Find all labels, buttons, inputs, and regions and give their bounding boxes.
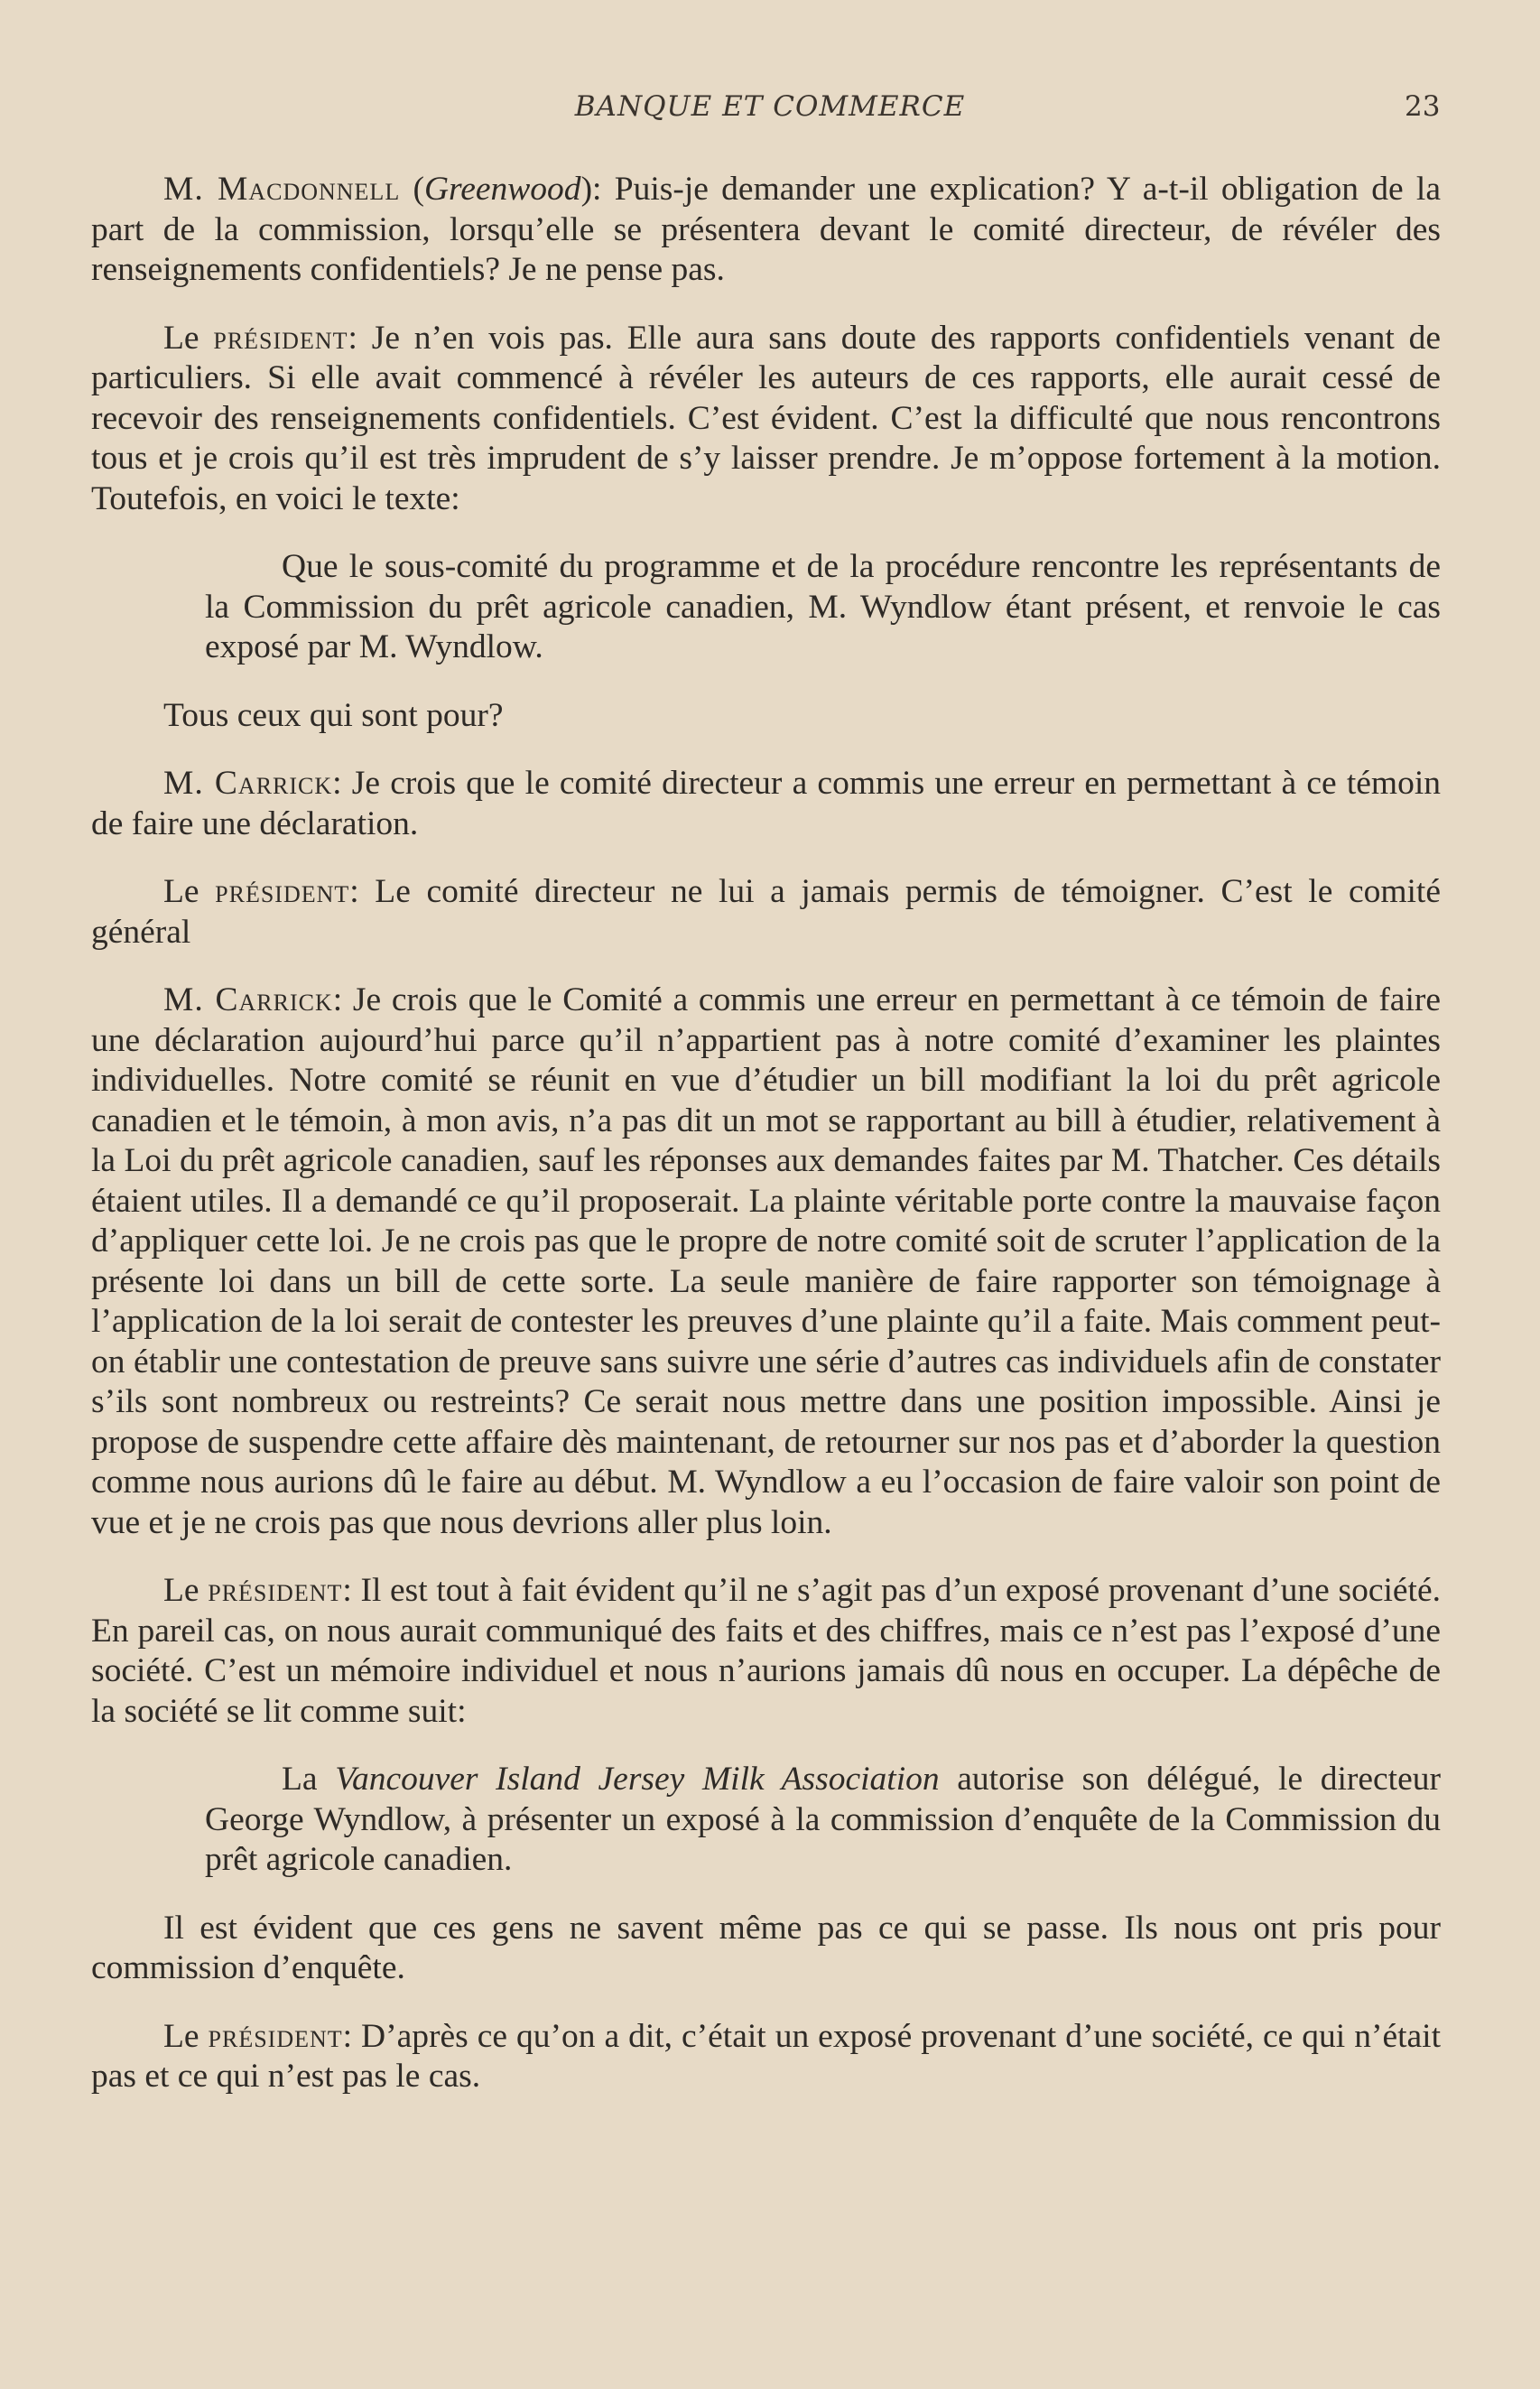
paragraph (91, 2017, 1441, 2097)
body-text (91, 170, 1441, 2125)
speaker-punct: : (332, 765, 342, 802)
speaker-punct: : (342, 2017, 353, 2055)
speaker-punct: ( (400, 171, 424, 208)
paragraph: Tous ceux qui sont pour? (163, 696, 504, 734)
speaker-name: président (208, 2017, 343, 2055)
paragraph (91, 981, 1441, 1543)
quoted-dispatch (205, 1760, 1441, 1881)
paragraph (91, 872, 1441, 953)
speaker-punct: ): (580, 171, 602, 208)
speaker-punct: : (349, 873, 359, 910)
paragraph-text: Je n’en vois pas. Elle aura sans doute des rapports confidentiels venant de particuliers. Si elle avait commencé à révéler les auteurs de ces rapports, elle aurait cessé de recevoir des renseignements confidentiels. C’est évident. C’est la difficulté que nous rencontrons tous et je crois qu’il est très imprudent de s’y laisser prendre. Je m’oppose fortement à la motion. Toutefois, en voici le texte: (91, 319, 1441, 517)
quote-text: autorise son délégué, le directeur George Wyndlow, à présenter un exposé à la commission d’enquête de la Commission du prêt agricole canadien. (205, 1761, 1441, 1878)
association-name: Vancouver Island Jersey Milk Association (335, 1761, 940, 1798)
paragraph-text: Je crois que le Comité a commis une erreur en permettant à ce témoin de faire une déclaration aujourd’hui parce qu’il n’appartient pas à notre comité d’examiner les plaintes individuelles. Notre comité se réunit en vue d’étudier un bill modifiant la loi du prêt agricole canadien et le témoin, à mon avis, n’a pas dit un mot se rapportant au bill à étudier, relativement à la Loi du prêt agricole canadien, sauf les réponses aux demandes faites par M. Thatcher. Ces détails étaient utiles. Il a demandé ce qu’il proposerait. La plainte véritable porte contre la mauvaise façon d’appliquer cette loi. Je ne crois pas que le propre de notre comité soit de scruter l’application de la présente loi dans un bill de cette sorte. La seule manière de faire rapporter son témoignage à l’application de la loi serait de contester les preuves d’une plainte qu’il a faite. Mais comment peut-on établir une contestation de preuve sans suivre une série d’autres cas individuels afin de constater s’ils sont nombreux ou restreints? Ce serait nous mettre dans une position impossible. Ainsi je propose de suspendre cette affaire dès maintenant, de retourner sur nos pas et d’aborder la question comme nous aurions dû le faire au début. M. Wyndlow a eu l’occasion de faire valoir son point de vue et je ne crois pas que nous devrions aller plus loin. (91, 981, 1442, 1541)
speaker-prefix: Le (163, 873, 216, 910)
paragraph (91, 1571, 1441, 1732)
speaker-punct: : (348, 319, 357, 357)
quote-prefix: La (282, 1761, 336, 1798)
speaker-name: président (213, 319, 348, 357)
paragraph: Il est évident que ces gens ne savent même pas ce qui se passe. Ils nous ont pris pour commission d’enquête. (91, 1909, 1441, 1986)
speaker-prefix: Le (163, 2017, 209, 2055)
speaker-punct: : (342, 1572, 352, 1609)
speaker-prefix: Le (163, 1572, 209, 1609)
quoted-motion: Que le sous-comité du programme et de la procédure rencontre les représentants de la Commission du prêt agricole canadien, M. Wyndlow étant présent, et renvoie le cas exposé par M. Wyndlow. (205, 548, 1441, 665)
paragraph-text: D’après ce qu’on a dit, c’était un exposé provenant d’une société, ce qui n’était pas et ce qui n’est pas le cas. (91, 2017, 1441, 2095)
running-header-title: BANQUE ET COMMERCE (574, 90, 966, 123)
paragraph (91, 170, 1441, 291)
speaker-name: M. Carrick (163, 765, 333, 802)
paragraph-text: Il est tout à fait évident qu’il ne s’agit pas d’un exposé provenant d’une société. En pareil cas, on nous aurait communiqué des faits et des chiffres, mais ce n’est pas l’exposé d’une société. C’est un mémoire individuel et nous n’aurions jamais dû nous en occuper. La dépêche de la société se lit comme suit: (91, 1572, 1441, 1730)
paragraph-text: Puis-je demander une explication? Y a-t-il obligation de la part de la commission, lorsqu’elle se présentera devant le comité directeur, de révéler des renseignements confidentiels? Je ne pense pas. (91, 171, 1441, 288)
paragraph (91, 319, 1441, 520)
speaker-name: président (208, 1572, 343, 1609)
speaker-prefix: Le (163, 319, 214, 357)
paragraph (91, 764, 1441, 844)
speaker-name: président (215, 873, 350, 910)
paragraph-text: Le comité directeur ne lui a jamais permis de témoigner. C’est le comité général (91, 873, 1441, 951)
speaker-name: M. Macdonnell (163, 171, 401, 208)
speaker-name: M. Carrick (163, 981, 333, 1018)
paragraph-text: Je crois que le comité directeur a commis une erreur en permettant à ce témoin de faire une déclaration. (91, 765, 1441, 842)
speaker-punct: : (332, 981, 343, 1018)
speaker-riding: Greenwood (423, 171, 581, 208)
page-number: 23 (1405, 90, 1441, 123)
